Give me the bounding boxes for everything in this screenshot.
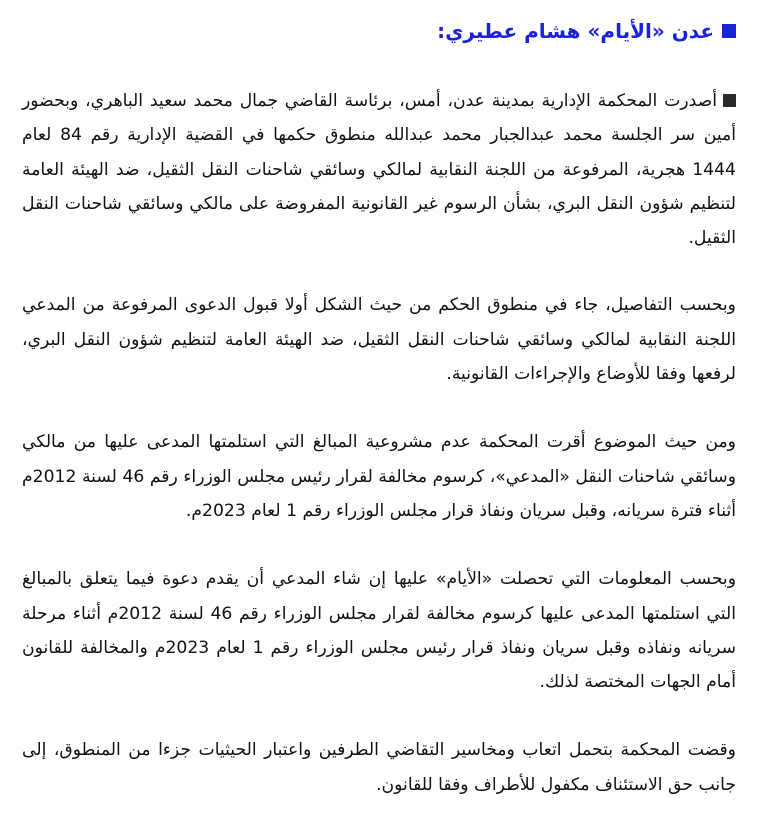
article-paragraph-1 bbox=[22, 84, 736, 255]
article-paragraph-2: وبحسب التفاصيل، جاء في منطوق الحكم من حيث الشكل أولا قبول الدعوى المرفوعة من المدعي اللجنة النقابية لمالكي وسائقي شاحنات النقل الثقيل، ضد الهيئة العامة لتنظيم شؤون النقل البري، لرفعها وفقا للأوضاع والإجراءات القانونية. bbox=[22, 295, 736, 385]
article-body bbox=[22, 84, 736, 802]
byline-square-icon bbox=[722, 24, 736, 38]
paragraph-1-text: أصدرت المحكمة الإدارية بمدينة عدن، أمس، برئاسة القاضي جمال محمد سعيد الباهري، وبحضور أمين سر الجلسة محمد عبدالجبار محمد عبدالله منطوق حكمها في القضية الإدارية رقم 84 لعام 1444 هجرية، المرفوعة من اللجنة النقابية لمالكي وسائقي شاحنات النقل الثقيل، ضد الهيئة العامة لتنظيم شؤون النقل البري، بشأن الرسوم غير القانونية المفروضة على مالكي وسائقي شاحنات النقل الثقيل. bbox=[22, 91, 736, 249]
byline-text: عدن «الأيام» هشام عطيري: bbox=[437, 19, 714, 43]
lead-square-icon bbox=[723, 94, 736, 107]
article-paragraph-4: وبحسب المعلومات التي تحصلت «الأيام» عليها إن شاء المدعي أن يقدم دعوة فيما يتعلق بالمبالغ التي استلمتها المدعى عليها كرسوم مخالفة لقرار مجلس الوزراء رقم 46 لسنة 2012م أثناء مرحلة سريانه ونفاذه وقبل سريان ونفاذ قرار رئيس مجلس الوزراء رقم 1 لعام 2023م والمخالفة للقانون أمام الجهات المختصة لذلك. bbox=[22, 569, 737, 693]
byline bbox=[22, 14, 736, 48]
article-paragraph-5: وقضت المحكمة بتحمل اتعاب ومخاسير التقاضي الطرفين واعتبار الحيثيات جزءا من المنطوق، إلى جانب حق الاستئناف مكفول للأطراف وفقا للقانون. bbox=[22, 740, 736, 795]
article-paragraph-3: ومن حيث الموضوع أقرت المحكمة عدم مشروعية المبالغ التي استلمتها المدعى عليها من مالكي وسائقي شاحنات النقل «المدعي»، كرسوم مخالفة لقرار رئيس مجلس الوزراء رقم 46 لسنة 2012م أثناء فترة سريانه، وقبل سريان ونفاذ قرار مجلس الوزراء رقم 1 لعام 2023م. bbox=[22, 432, 736, 521]
